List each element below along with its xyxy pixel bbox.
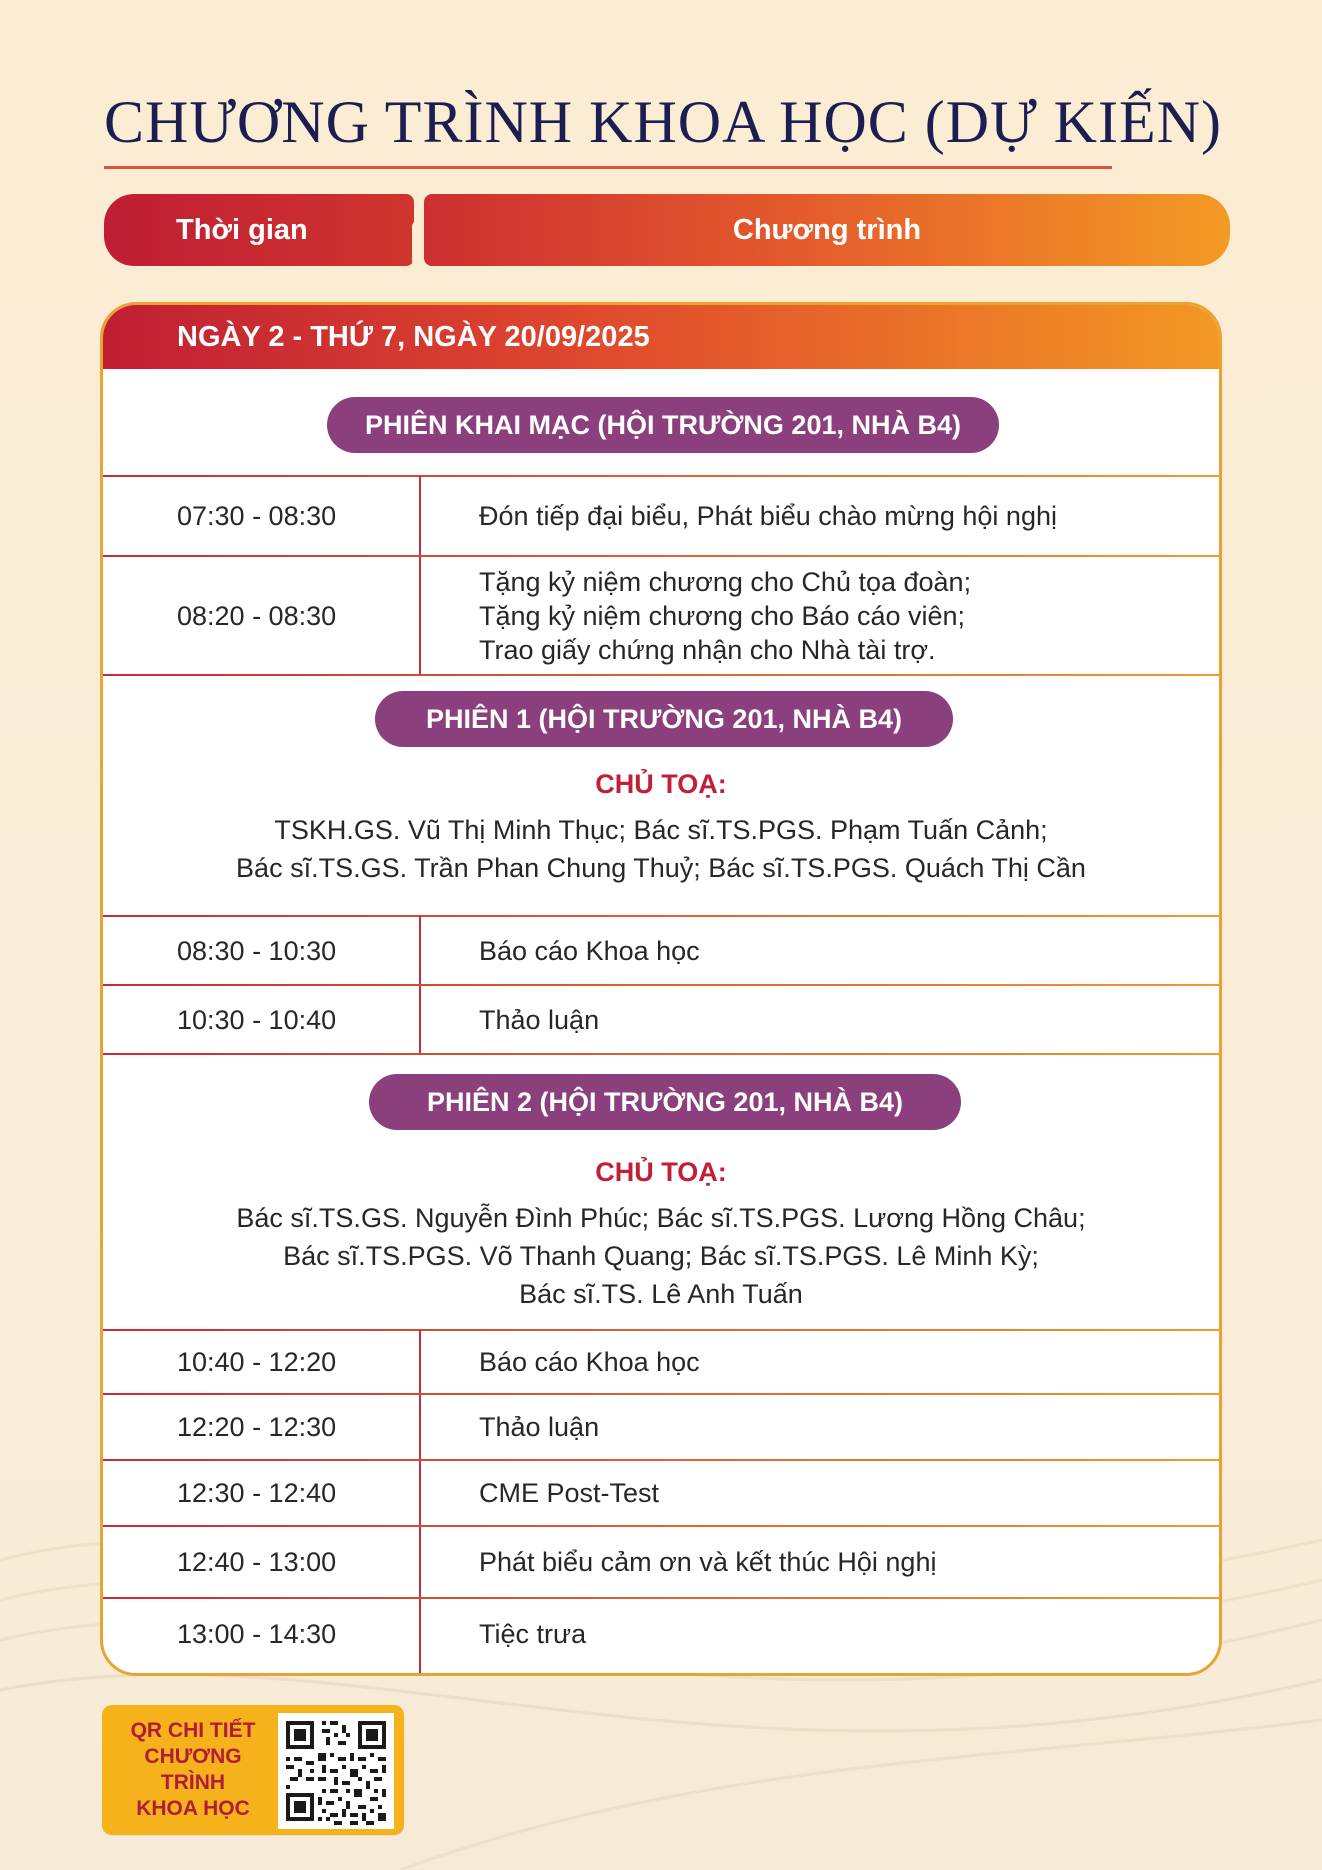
qr-panel[interactable] — [102, 1705, 404, 1835]
row-time: 12:20 - 12:30 — [177, 1411, 337, 1442]
row-time: 08:30 - 10:30 — [177, 935, 337, 966]
program-line: Thảo luận — [479, 1005, 600, 1035]
row-program — [479, 477, 1057, 555]
program-line: Báo cáo Khoa học — [479, 936, 700, 966]
session-title-2: PHIÊN 2 (HỘI TRƯỜNG 201, NHÀ B4) — [369, 1074, 961, 1130]
program-line: Phát biểu cảm ơn và kết thúc Hội nghị — [479, 1547, 937, 1577]
title-underline — [104, 166, 1112, 169]
program-line: Báo cáo Khoa học — [479, 1347, 700, 1377]
row-program — [479, 1331, 700, 1393]
row-program — [479, 1527, 936, 1597]
row-program — [479, 1599, 586, 1669]
chair-names — [103, 1199, 1219, 1313]
row-time: 10:30 - 10:40 — [177, 1004, 337, 1035]
row-divider — [103, 674, 1219, 676]
column-header-program: Chương trình — [424, 194, 1230, 266]
chair-line: Bác sĩ.TS.GS. Trần Phan Chung Thuỷ; Bác sĩ.TS.PGS. Quách Thị Cần — [236, 853, 1086, 883]
row-time: 13:00 - 14:30 — [177, 1618, 337, 1649]
column-divider — [419, 476, 421, 674]
row-time: 08:20 - 08:30 — [177, 600, 337, 631]
program-line: Đón tiếp đại biểu, Phát biểu chào mừng hội nghị — [479, 501, 1057, 531]
program-line: CME Post-Test — [479, 1478, 660, 1508]
row-time: 12:30 - 12:40 — [177, 1477, 337, 1508]
session-title-opening: PHIÊN KHAI MẠC (HỘI TRƯỜNG 201, NHÀ B4) — [327, 397, 999, 453]
chair-line: Bác sĩ.TS.GS. Nguyễn Đình Phúc; Bác sĩ.TS.PGS. Lương Hồng Châu; — [236, 1203, 1086, 1233]
row-time: 12:40 - 13:00 — [177, 1546, 337, 1577]
row-divider — [103, 1053, 1219, 1055]
row-program — [479, 1461, 659, 1525]
row-program — [479, 557, 971, 675]
column-header-time: Thời gian — [104, 194, 414, 266]
row-program — [479, 1395, 599, 1459]
program-line: Trao giấy chứng nhận cho Nhà tài trợ. — [479, 635, 936, 665]
day-heading: NGÀY 2 - THỨ 7, NGÀY 20/09/2025 — [103, 305, 1219, 369]
program-line: Tặng kỷ niệm chương cho Báo cáo viên; — [479, 601, 966, 631]
chair-line: Bác sĩ.TS. Lê Anh Tuấn — [519, 1279, 803, 1309]
program-line: Tiệc trưa — [479, 1619, 587, 1649]
column-divider — [419, 1330, 421, 1676]
schedule-card — [100, 302, 1222, 1676]
qr-caption-line: KHOA HỌC — [136, 1797, 250, 1820]
qr-caption — [110, 1705, 276, 1835]
row-time: 07:30 - 08:30 — [177, 500, 337, 531]
session-title-1: PHIÊN 1 (HỘI TRƯỜNG 201, NHÀ B4) — [375, 691, 953, 747]
program-line: Tặng kỷ niệm chương cho Chủ tọa đoàn; — [479, 567, 972, 597]
chair-line: TSKH.GS. Vũ Thị Minh Thục; Bác sĩ.TS.PGS. Phạm Tuấn Cảnh; — [274, 815, 1048, 845]
qr-caption-line: QR CHI TIẾT — [130, 1719, 256, 1742]
row-time: 10:40 - 12:20 — [177, 1346, 337, 1377]
qr-caption-line: CHƯƠNG TRÌNH — [144, 1745, 242, 1794]
page-title: CHƯƠNG TRÌNH KHOA HỌC (DỰ KIẾN) — [104, 89, 1222, 155]
row-program — [479, 917, 700, 985]
chair-label: CHỦ TOẠ: — [595, 769, 727, 799]
chair-line: Bác sĩ.TS.PGS. Võ Thanh Quang; Bác sĩ.TS.PGS. Lê Minh Kỳ; — [283, 1241, 1039, 1271]
qr-code-icon[interactable] — [278, 1713, 394, 1829]
program-line: Thảo luận — [479, 1412, 600, 1442]
chair-label: CHỦ TOẠ: — [595, 1157, 727, 1187]
row-program — [479, 986, 599, 1054]
chair-names — [103, 811, 1219, 887]
